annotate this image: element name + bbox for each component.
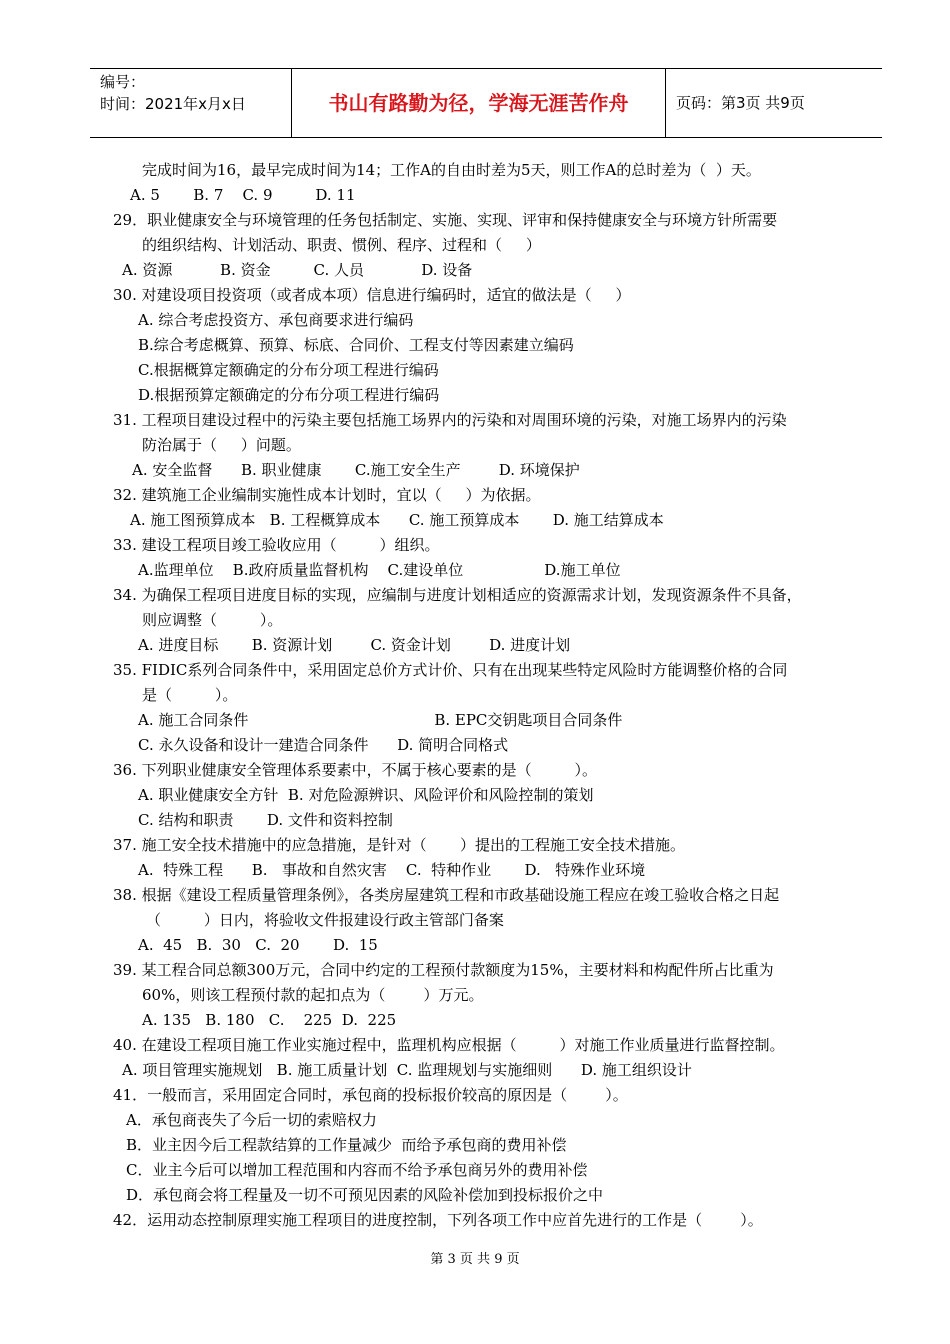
text-line: A. 安全监督 B. 职业健康 C.施工安全生产 D. 环境保护 — [132, 461, 580, 479]
document-number-label: 编号： — [100, 73, 146, 91]
text-line: C. 结构和职责 D. 文件和资料控制 — [138, 811, 393, 829]
text-line: B.综合考虑概算、预算、标底、合同价、工程支付等因素建立编码 — [138, 336, 574, 354]
text-line: 36. 下列职业健康安全管理体系要素中，不属于核心要素的是（ ）。 — [113, 761, 598, 779]
text-line: 33. 建设工程项目竣工验收应用（ ）组织。 — [113, 536, 440, 554]
text-line: D．承包商会将工程量及一切不可预见因素的风险补偿加到投标报价之中 — [126, 1186, 604, 1204]
text-line: （ ）日内，将验收文件报建设行政主管部门备案 — [146, 911, 504, 929]
text-line: C. 永久设备和设计一建造合同条件 D. 简明合同格式 — [138, 736, 509, 754]
text-line: 30. 对建设项目投资项（或者成本项）信息进行编码时，适宜的做法是（ ） — [113, 286, 631, 304]
text-line: A. 项目管理实施规划 B. 施工质量计划 C. 监理规划与实施细则 D. 施工组织设计 — [122, 1061, 692, 1079]
text-line: 则应调整（ ）。 — [142, 611, 283, 629]
text-line: 34. 为确保工程项目进度目标的实现，应编制与进度计划相适应的资源需求计划，发现资源条件不具备， — [113, 586, 802, 604]
text-line: 29．职业健康安全与环境管理的任务包括制定、实施、实现、评审和保持健康安全与环境方针所需要 — [113, 211, 778, 229]
page-header — [90, 68, 882, 138]
header-page-info: 页码：第3页 共9页 — [676, 94, 805, 112]
text-line: 35. FIDIC系列合同条件中，采用固定总价方式计价、只有在出现某些特定风险时方能调整价格的合同 — [113, 661, 788, 679]
text-line: 31. 工程项目建设过程中的污染主要包括施工场界内的污染和对周围环境的污染，对施工场界内的污染 — [113, 411, 787, 429]
text-line: 60%，则该工程预付款的起扣点为（ ）万元。 — [142, 986, 484, 1004]
text-line: 41．一般而言，采用固定合同时，承包商的投标报价较高的原因是（ ）。 — [113, 1086, 628, 1104]
header-meta — [90, 69, 292, 137]
text-line: 42．运用动态控制原理实施工程项目的进度控制，下列各项工作中应首先进行的工作是（ ）。 — [113, 1211, 763, 1229]
text-line: 完成时间为16，最早完成时间为14；工作A的自由时差为5天，则工作A的总时差为（ ）天。 — [142, 161, 761, 179]
text-line: A.监理单位 B.政府质量监督机构 C.建设单位 D.施工单位 — [138, 561, 621, 579]
text-line: A. 施工图预算成本 B. 工程概算成本 C. 施工预算成本 D. 施工结算成本 — [130, 511, 664, 529]
text-line: A. 45 B. 30 C. 20 D. 15 — [138, 936, 378, 954]
text-line: A. 135 B. 180 C. 225 D. 225 — [142, 1011, 397, 1029]
document-time-label: 时间：2021年x月x日 — [100, 95, 246, 113]
text-line: 32. 建筑施工企业编制实施性成本计划时，宜以（ ）为依据。 — [113, 486, 541, 504]
text-line: 防治属于（ ）问题。 — [142, 436, 301, 454]
text-line: A. 5 B. 7 C. 9 D. 11 — [130, 186, 356, 204]
text-line: A. 职业健康安全方针 B. 对危险源辨识、风险评价和风险控制的策划 — [138, 786, 594, 804]
header-motto: 书山有路勤为径，学海无涯苦作舟 — [292, 69, 666, 137]
text-line: 37. 施工安全技术措施中的应急措施，是针对（ ）提出的工程施工安全技术措施。 — [113, 836, 686, 854]
text-line: A．承包商丧失了今后一切的索赔权力 — [126, 1111, 377, 1129]
text-line: D.根据预算定额确定的分布分项工程进行编码 — [138, 386, 440, 404]
text-line: 39. 某工程合同总额300万元，合同中约定的工程预付款额度为15%，主要材料和构配件所占比重为 — [113, 961, 774, 979]
text-line: A. 施工合同条件 B. EPC交钥匙项目合同条件 — [138, 711, 623, 729]
text-line: 38. 根据《建设工程质量管理条例》，各类房屋建筑工程和市政基础设施工程应在竣工验收合格之日起 — [113, 886, 780, 904]
text-line: A. 资源 B. 资金 C. 人员 D. 设备 — [122, 261, 473, 279]
text-line: 的组织结构、计划活动、职责、惯例、程序、过程和（ ） — [142, 236, 541, 254]
text-line: A. 特殊工程 B. 事故和自然灾害 C. 特种作业 D. 特殊作业环境 — [138, 861, 646, 879]
text-line: B．业主因今后工程款结算的工作量减少 而给予承包商的费用补偿 — [126, 1136, 567, 1154]
text-line: C.根据概算定额确定的分布分项工程进行编码 — [138, 361, 439, 379]
text-line: 40. 在建设工程项目施工作业实施过程中，监理机构应根据（ ）对施工作业质量进行监督控制。 — [113, 1036, 785, 1054]
text-line: C．业主今后可以增加工程范围和内容而不给予承包商另外的费用补偿 — [126, 1161, 588, 1179]
text-line: 是（ ）。 — [142, 686, 238, 704]
text-line: A. 进度目标 B. 资源计划 C. 资金计划 D. 进度计划 — [138, 636, 571, 654]
page-footer: 第 3 页 共 9 页 — [430, 1252, 520, 1267]
text-line: A. 综合考虑投资方、承包商要求进行编码 — [138, 311, 414, 329]
